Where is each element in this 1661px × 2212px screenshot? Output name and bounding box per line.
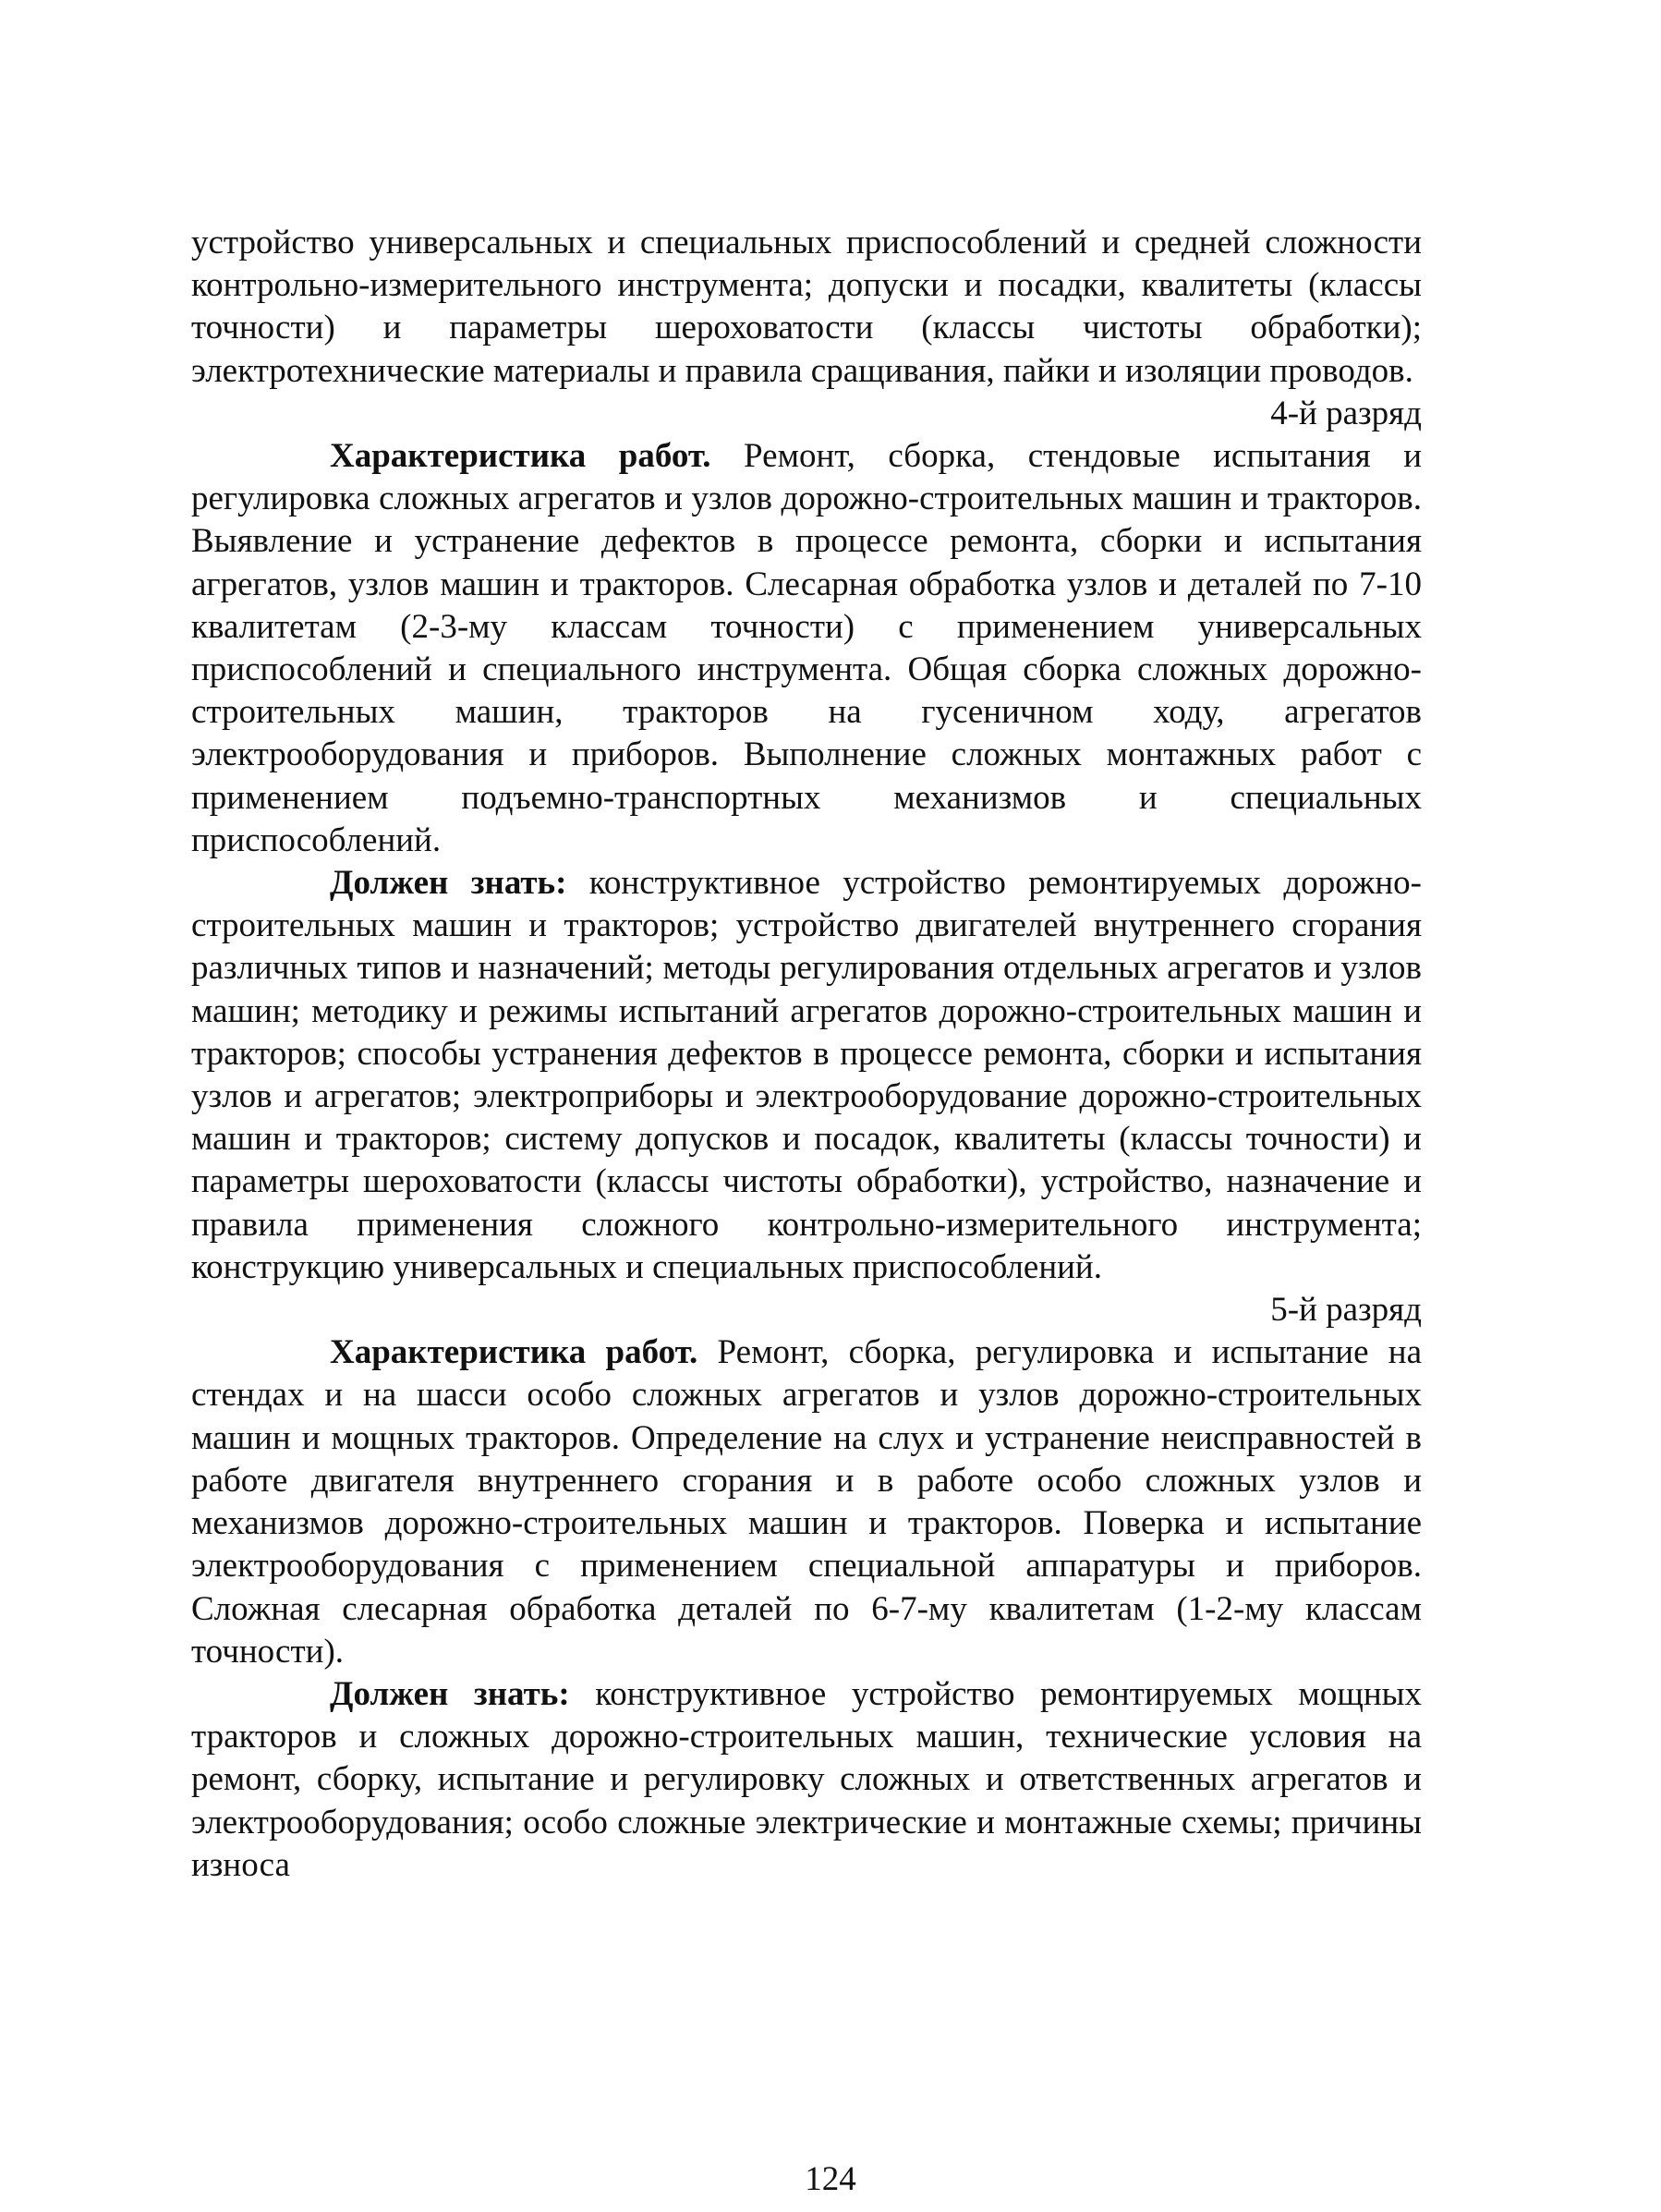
paragraph-text: конструктивное устройство ремонтируемых дорожно-строительных машин и тракторов; устройство двигателей внутреннего сгорания различных типов и назначений; методы регулирования отдельных агрегатов и узлов машин; методику и режимы испытаний агрегатов дорожно-строительных машин и тракторов; способы устранения дефектов в процессе ремонта, сборки и испытания узлов и агрегатов; электроприборы и электрооборудование дорожно-строительных машин и тракторов; систему допусков и посадок, квалитеты (классы точности) и параметры шероховатости (классы чистоты обработки), устройство, назначение и правила применения сложного контрольно-измерительного инструмента; конструкцию универсальных и специальных приспособлений. [191, 864, 1422, 1286]
paragraph-lead: Характеристика работ. [330, 437, 711, 476]
paragraph-must-know-4 [191, 862, 1422, 1289]
paragraph-continuation [191, 222, 1422, 393]
paragraph-work-characteristics-5 [191, 1331, 1422, 1673]
paragraph-lead: Характеристика работ. [330, 1333, 698, 1372]
paragraph-text: конструктивное устройство ремонтируемых мощных тракторов и сложных дорожно-строительных машин, технические условия на ремонт, сборку, испытание и регулировку сложных и ответственных агрегатов и электрооборудования; особо сложные электрические и монтажные схемы; причины износа [191, 1674, 1422, 1884]
grade-heading-5: 5-й разряд [1270, 1291, 1422, 1330]
paragraph-work-characteristics-4 [191, 435, 1422, 862]
paragraph-must-know-5 [191, 1673, 1422, 1887]
paragraph-text: Ремонт, сборка, стендовые испытания и регулировка сложных агрегатов и узлов дорожно-строительных машин и тракторов. Выявление и устранение дефектов в процессе ремонта, сборки и испытания агрегатов, узлов машин и тракторов. Слесарная обработка узлов и деталей по 7-10 квалитетам (2-3-му классам точности) с применением универсальных приспособлений и специального инструмента. Общая сборка сложных дорожно-строительных машин, тракторов на гусеничном ходу, агрегатов электрооборудования и приборов. Выполнение сложных монтажных работ с применением подъемно-транспортных механизмов и специальных приспособлений. [191, 437, 1422, 859]
page-number: 124 [805, 2160, 856, 2198]
page-body [191, 222, 1422, 1887]
paragraph-lead: Должен знать: [330, 864, 567, 903]
paragraph-lead: Должен знать: [330, 1674, 570, 1713]
paragraph-text: устройство универсальных и специальных приспособлений и средней сложности контрольно-измерительного инструмента; допуски и посадки, квалитеты (классы точности) и параметры шероховатости (классы чистоты обработки); электротехнические материалы и правила сращивания, пайки и изоляции проводов. [191, 224, 1422, 390]
paragraph-text: Ремонт, сборка, регулировка и испытание на стендах и на шасси особо сложных агрегатов и узлов дорожно-строительных машин и мощных тракторов. Определение на слух и устранение неисправностей в работе двигателя внутреннего сгорания и в работе особо сложных узлов и механизмов дорожно-строительных машин и тракторов. Поверка и испытание электрооборудования с применением специальной аппаратуры и приборов. Сложная слесарная обработка деталей по 6-7-му квалитетам (1-2-му классам точности). [191, 1333, 1423, 1671]
grade-heading-4: 4-й разряд [1270, 394, 1422, 432]
